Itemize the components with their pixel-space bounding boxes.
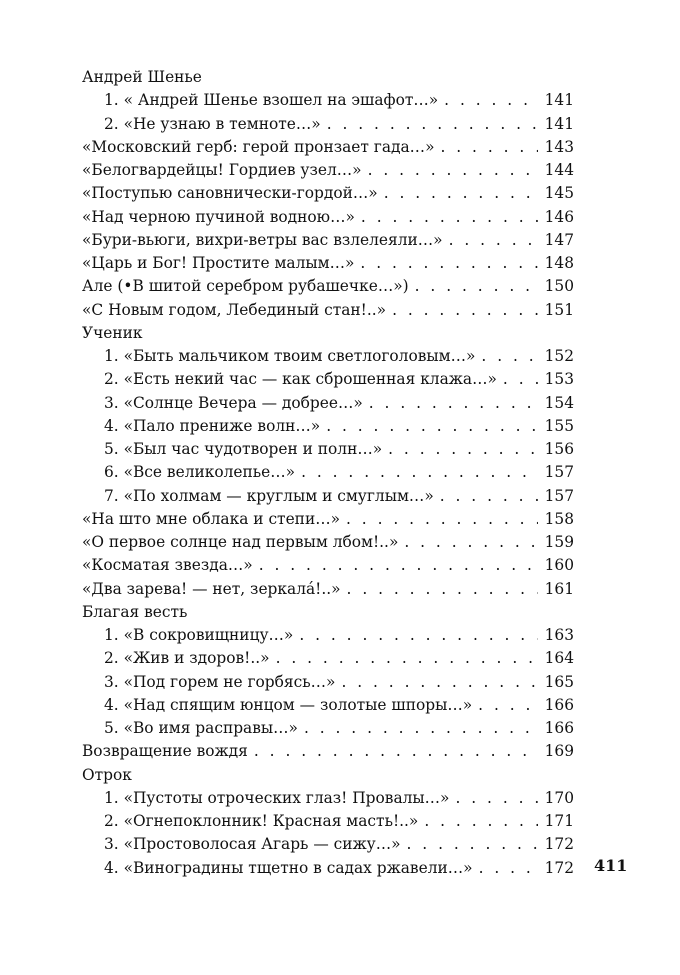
toc-entry[interactable] — [82, 299, 574, 322]
entry-title: 3. «Под горем не горбясь…» — [104, 672, 336, 691]
toc-subentry[interactable] — [82, 485, 574, 508]
dot-leader — [388, 438, 538, 461]
toc-entry[interactable] — [82, 252, 574, 275]
toc-subentry[interactable] — [82, 857, 574, 880]
entry-title: «Бури-вьюги, вихри-ветры вас взлелеяли…» — [82, 230, 443, 249]
entry-title: 4. «Над спящим юнцом — золотые шпоры…» — [104, 695, 473, 714]
entry-title: «Белогвардейцы! Гордиев узел…» — [82, 161, 362, 179]
toc-entry[interactable] — [82, 182, 574, 205]
dot-leader — [347, 578, 538, 601]
entry-title: 2. «Жив и здоров!..» — [104, 649, 270, 668]
entry-title: «Царь и Бог! Простите малым…» — [82, 254, 355, 272]
dot-leader — [299, 624, 538, 647]
entry-page-number: 146 — [544, 207, 574, 226]
dot-leader — [404, 531, 538, 554]
entry-title: 7. «По холмам — круглым и смуглым…» — [104, 486, 434, 505]
entry-title: 1. « Андрей Шенье взошел на эшафот…» — [104, 91, 439, 110]
dot-leader — [368, 159, 538, 182]
dot-leader — [481, 345, 538, 368]
toc-entry[interactable] — [82, 229, 574, 252]
entry-title: 4. «Виноградины тщетно в садах ржавели…» — [104, 858, 473, 877]
toc-subentry[interactable] — [82, 345, 574, 368]
entry-title: «С Новым годом, Лебединый стан!..» — [82, 300, 387, 319]
entry-page-number: 147 — [544, 230, 574, 249]
entry-page-number: 150 — [544, 277, 574, 296]
entry-title: Возвращение вождя — [82, 742, 248, 761]
entry-page-number: 166 — [544, 719, 574, 737]
section-heading: Ученик — [82, 323, 143, 342]
dot-leader — [407, 833, 538, 856]
entry-title: 6. «Все великолепье…» — [104, 463, 296, 482]
entry-page-number: 161 — [544, 579, 574, 598]
toc-entry[interactable] — [82, 740, 574, 763]
entry-title: «Поступью сановнически-гордой…» — [82, 184, 378, 203]
toc-subentry[interactable] — [82, 461, 574, 484]
table-of-contents — [82, 66, 574, 880]
toc-subentry[interactable] — [82, 438, 574, 461]
toc-subentry[interactable] — [82, 89, 574, 112]
entry-page-number: 141 — [544, 91, 574, 110]
entry-title: 3. «Простоволосая Агарь — сижу…» — [104, 835, 401, 854]
dot-leader — [254, 740, 538, 763]
entry-page-number: 148 — [544, 254, 574, 272]
dot-leader — [346, 508, 538, 531]
toc-entry[interactable] — [82, 206, 574, 229]
dot-leader — [259, 554, 538, 577]
entry-title: «Косматая звезда…» — [82, 556, 253, 575]
dot-leader — [301, 461, 538, 484]
toc-subentry[interactable] — [82, 787, 574, 810]
toc-subentry[interactable] — [82, 694, 574, 717]
entry-title: «Московский герб: герой пронзает гада…» — [82, 137, 435, 156]
dot-leader — [384, 182, 538, 205]
entry-page-number: 152 — [544, 347, 574, 365]
entry-page-number: 171 — [544, 812, 574, 830]
entry-page-number: 141 — [544, 114, 574, 133]
entry-title: 1. «Пустоты отроческих глаз! Провалы…» — [104, 788, 450, 807]
dot-leader — [455, 787, 538, 810]
dot-leader — [341, 671, 538, 694]
entry-title: «Над черною пучиной водною…» — [82, 207, 355, 226]
toc-entry[interactable] — [82, 508, 574, 531]
entry-page-number: 165 — [544, 672, 574, 691]
toc-entry[interactable] — [82, 275, 574, 298]
entry-page-number: 154 — [544, 393, 574, 412]
entry-page-number: 166 — [544, 695, 574, 714]
dot-leader — [392, 299, 538, 322]
section-heading: Благая весть — [82, 602, 188, 621]
entry-page-number: 155 — [544, 416, 574, 435]
toc-entry[interactable] — [82, 578, 574, 601]
entry-page-number: 172 — [544, 858, 574, 877]
dot-leader — [276, 647, 538, 670]
entry-title: «Два зарева! — нет, зеркала́!..» — [82, 579, 341, 598]
dot-leader — [503, 368, 538, 391]
dot-leader — [478, 694, 538, 717]
toc-subentry[interactable] — [82, 647, 574, 670]
entry-title: 2. «Не узнаю в темноте…» — [104, 114, 321, 133]
toc-entry[interactable] — [82, 554, 574, 577]
section-heading: Андрей Шенье — [82, 68, 202, 86]
toc-subentry[interactable] — [82, 671, 574, 694]
toc-subentry[interactable] — [82, 392, 574, 415]
entry-title: «О первое солнце над первым лбом!..» — [82, 533, 399, 551]
entry-title: 1. «В сокровищницу…» — [104, 626, 294, 644]
entry-title: «На што мне облака и степи…» — [82, 509, 341, 528]
page-number: 411 — [594, 856, 628, 875]
dot-leader — [369, 392, 538, 415]
dot-leader — [424, 810, 538, 833]
entry-page-number: 164 — [544, 649, 574, 668]
entry-page-number: 159 — [544, 533, 574, 551]
toc-subentry[interactable] — [82, 113, 574, 136]
dot-leader — [449, 229, 538, 252]
entry-title: 1. «Быть мальчиком твоим светлоголовым…» — [104, 347, 476, 365]
entry-page-number: 169 — [544, 742, 574, 761]
dot-leader — [444, 89, 538, 112]
dot-leader — [415, 275, 538, 298]
dot-leader — [440, 485, 538, 508]
dot-leader — [479, 857, 538, 880]
entry-title: 2. «Есть некий час — как сброшенная клажа…» — [104, 370, 497, 389]
dot-leader — [304, 717, 538, 740]
entry-page-number: 144 — [544, 161, 574, 179]
entry-page-number: 153 — [544, 370, 574, 389]
entry-title: 5. «Был час чудотворен и полн…» — [104, 440, 383, 458]
entry-page-number: 157 — [544, 463, 574, 482]
entry-page-number: 160 — [544, 556, 574, 575]
entry-title: 3. «Солнце Вечера — добрее…» — [104, 393, 363, 412]
dot-leader — [326, 415, 538, 438]
entry-page-number: 157 — [544, 486, 574, 505]
section-heading: Отрок — [82, 765, 132, 784]
entry-page-number: 163 — [544, 626, 574, 644]
toc-subentry[interactable] — [82, 415, 574, 438]
toc-entry[interactable] — [82, 136, 574, 159]
entry-title: 4. «Пало прениже волн…» — [104, 416, 321, 435]
dot-leader — [360, 252, 538, 275]
entry-title: 2. «Огнепоклонник! Красная масть!..» — [104, 812, 419, 830]
toc-subentry[interactable] — [82, 368, 574, 391]
toc-entry[interactable] — [82, 159, 574, 182]
entry-page-number: 145 — [544, 184, 574, 203]
toc-subentry[interactable] — [82, 833, 574, 856]
entry-title: Але (•В шитой серебром рубашечке…») — [82, 277, 409, 296]
entry-page-number: 151 — [544, 300, 574, 319]
toc-subentry[interactable] — [82, 717, 574, 740]
dot-leader — [361, 206, 538, 229]
toc-subentry[interactable] — [82, 624, 574, 647]
entry-page-number: 172 — [544, 835, 574, 854]
toc-entry[interactable] — [82, 531, 574, 554]
dot-leader — [440, 136, 538, 159]
entry-title: 5. «Во имя расправы…» — [104, 719, 298, 737]
entry-page-number: 158 — [544, 509, 574, 528]
dot-leader — [327, 113, 538, 136]
entry-page-number: 156 — [544, 440, 574, 458]
entry-page-number: 170 — [544, 788, 574, 807]
entry-page-number: 143 — [544, 137, 574, 156]
toc-subentry[interactable] — [82, 810, 574, 833]
